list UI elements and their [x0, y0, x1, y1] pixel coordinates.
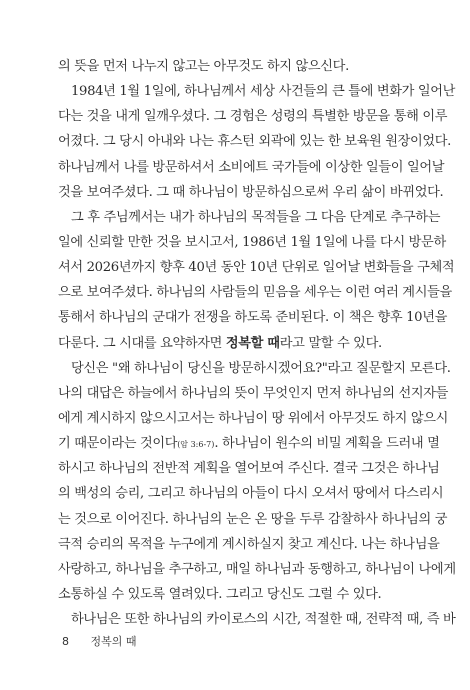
emphasis-text: 정복할 때: [225, 335, 280, 351]
text-line: [58, 431, 440, 456]
text-line: [58, 305, 448, 330]
text-run: 하나님은 또한 하나님의 카이로스의 시간, 적절한 때, 전략적 때, 즉 바: [71, 612, 456, 628]
text-line: [58, 180, 444, 205]
text-line: [58, 557, 456, 582]
text-run: 것을 보여주셨다. 그 때 하나님이 방문하심으로써 우리 삶이 바뀌었다.: [58, 184, 444, 200]
text-run: 라고 말할 수 있다.: [279, 335, 382, 351]
text-line: [58, 104, 448, 129]
text-run: 그 후 주님께서는 내가 하나님의 목적들을 그 다음 단계로 추구하는: [71, 209, 441, 225]
text-run: 다룬다. 그 시대를 요약하자면: [58, 335, 226, 351]
text-line: [58, 54, 418, 79]
text-line: [58, 155, 445, 180]
text-run: 의 백성의 승리, 그리고 하나님의 아들이 다시 오셔서 땅에서 다스리시: [58, 486, 444, 502]
page-number: 8: [62, 635, 69, 648]
text-run: 나의 대답은 하늘에서 하나님의 뜻이 무엇인지 먼저 하나님의 선지자들: [58, 385, 449, 401]
text-line: [58, 381, 449, 406]
text-run: 의 뜻을 먼저 나누지 않고는 아무것도 하지 않으신다.: [58, 59, 349, 74]
text-run: 으로 보여주셨다. 하나님의 사람들의 믿음을 세우는 이런 여러 계시들을: [58, 285, 452, 301]
text-run: 일에 신뢰할 만한 것을 보시고서, 1986년 1월 1일에 나를 다시 방문하: [58, 234, 446, 250]
text-line: [58, 255, 455, 280]
text-line: [58, 79, 455, 104]
text-run: 다는 것을 내게 일깨우셨다. 그 경험은 성령의 특별한 방문을 통해 이루: [58, 109, 448, 125]
text-line: [58, 356, 451, 381]
text-line: [58, 406, 449, 431]
text-line: [58, 481, 444, 506]
text-run: 셔서 2026년까지 향후 40년 동안 10년 단위로 일어날 변화들을 구체적: [58, 260, 455, 276]
body-text: [58, 54, 456, 632]
running-title: 정복의 때: [90, 635, 137, 648]
text-run: 통해서 하나님의 군대가 전쟁을 하도록 준비된다. 이 책은 향후 10년을: [58, 310, 448, 326]
text-run: 사랑하고, 하나님을 추구하고, 매일 하나님과 동행하고, 하나님이 나에게: [58, 561, 456, 577]
text-run: 에게 계시하지 않으시고서는 하나님이 땅 위에서 아무것도 하지 않으시: [58, 410, 449, 426]
page-footer: [62, 633, 137, 649]
text-run: 기 때문이라는 것이다: [58, 436, 178, 452]
text-run: 하나님께서 나를 방문하셔서 소비에트 국가들에 이상한 일들이 일어날: [58, 159, 445, 175]
text-run: 당신은 "왜 하나님이 당신을 방문하시겠어요?"라고 질문할지 모른다.: [71, 360, 451, 376]
text-run: 하시고 하나님의 전반적 계획을 열어보여 주신다. 결국 그것은 하나님: [58, 461, 440, 477]
text-line: [58, 532, 440, 557]
text-run: 어졌다. 그 당시 아내와 나는 휴스턴 외곽에 있는 한 보육원 원장이었다.: [58, 134, 451, 150]
text-line: [58, 280, 452, 305]
text-line: [58, 205, 441, 230]
scripture-reference: (암 3:6-7): [177, 440, 215, 450]
text-line: [58, 507, 448, 532]
text-run: 극적 승리의 목적을 누구에게 계시하실지 찾고 계신다. 나는 하나님을: [58, 536, 440, 552]
text-line: [58, 129, 451, 154]
text-line: [58, 331, 418, 356]
text-line: [58, 230, 446, 255]
text-run: 소통하실 수 있도록 열려있다. 그리고 당신도 그럴 수 있다.: [58, 586, 382, 602]
text-line: [58, 456, 440, 481]
text-line: [58, 582, 418, 607]
text-run: 는 것으로 이어진다. 하나님의 눈은 온 땅을 두루 감찰하사 하나님의 궁: [58, 511, 448, 527]
text-line: [58, 607, 456, 632]
text-run: . 하나님이 원수의 비밀 계획을 드러내 멸: [214, 436, 440, 452]
text-run: 1984년 1월 1일에, 하나님께서 세상 사건들의 큰 틀에 변화가 일어난: [71, 84, 455, 100]
